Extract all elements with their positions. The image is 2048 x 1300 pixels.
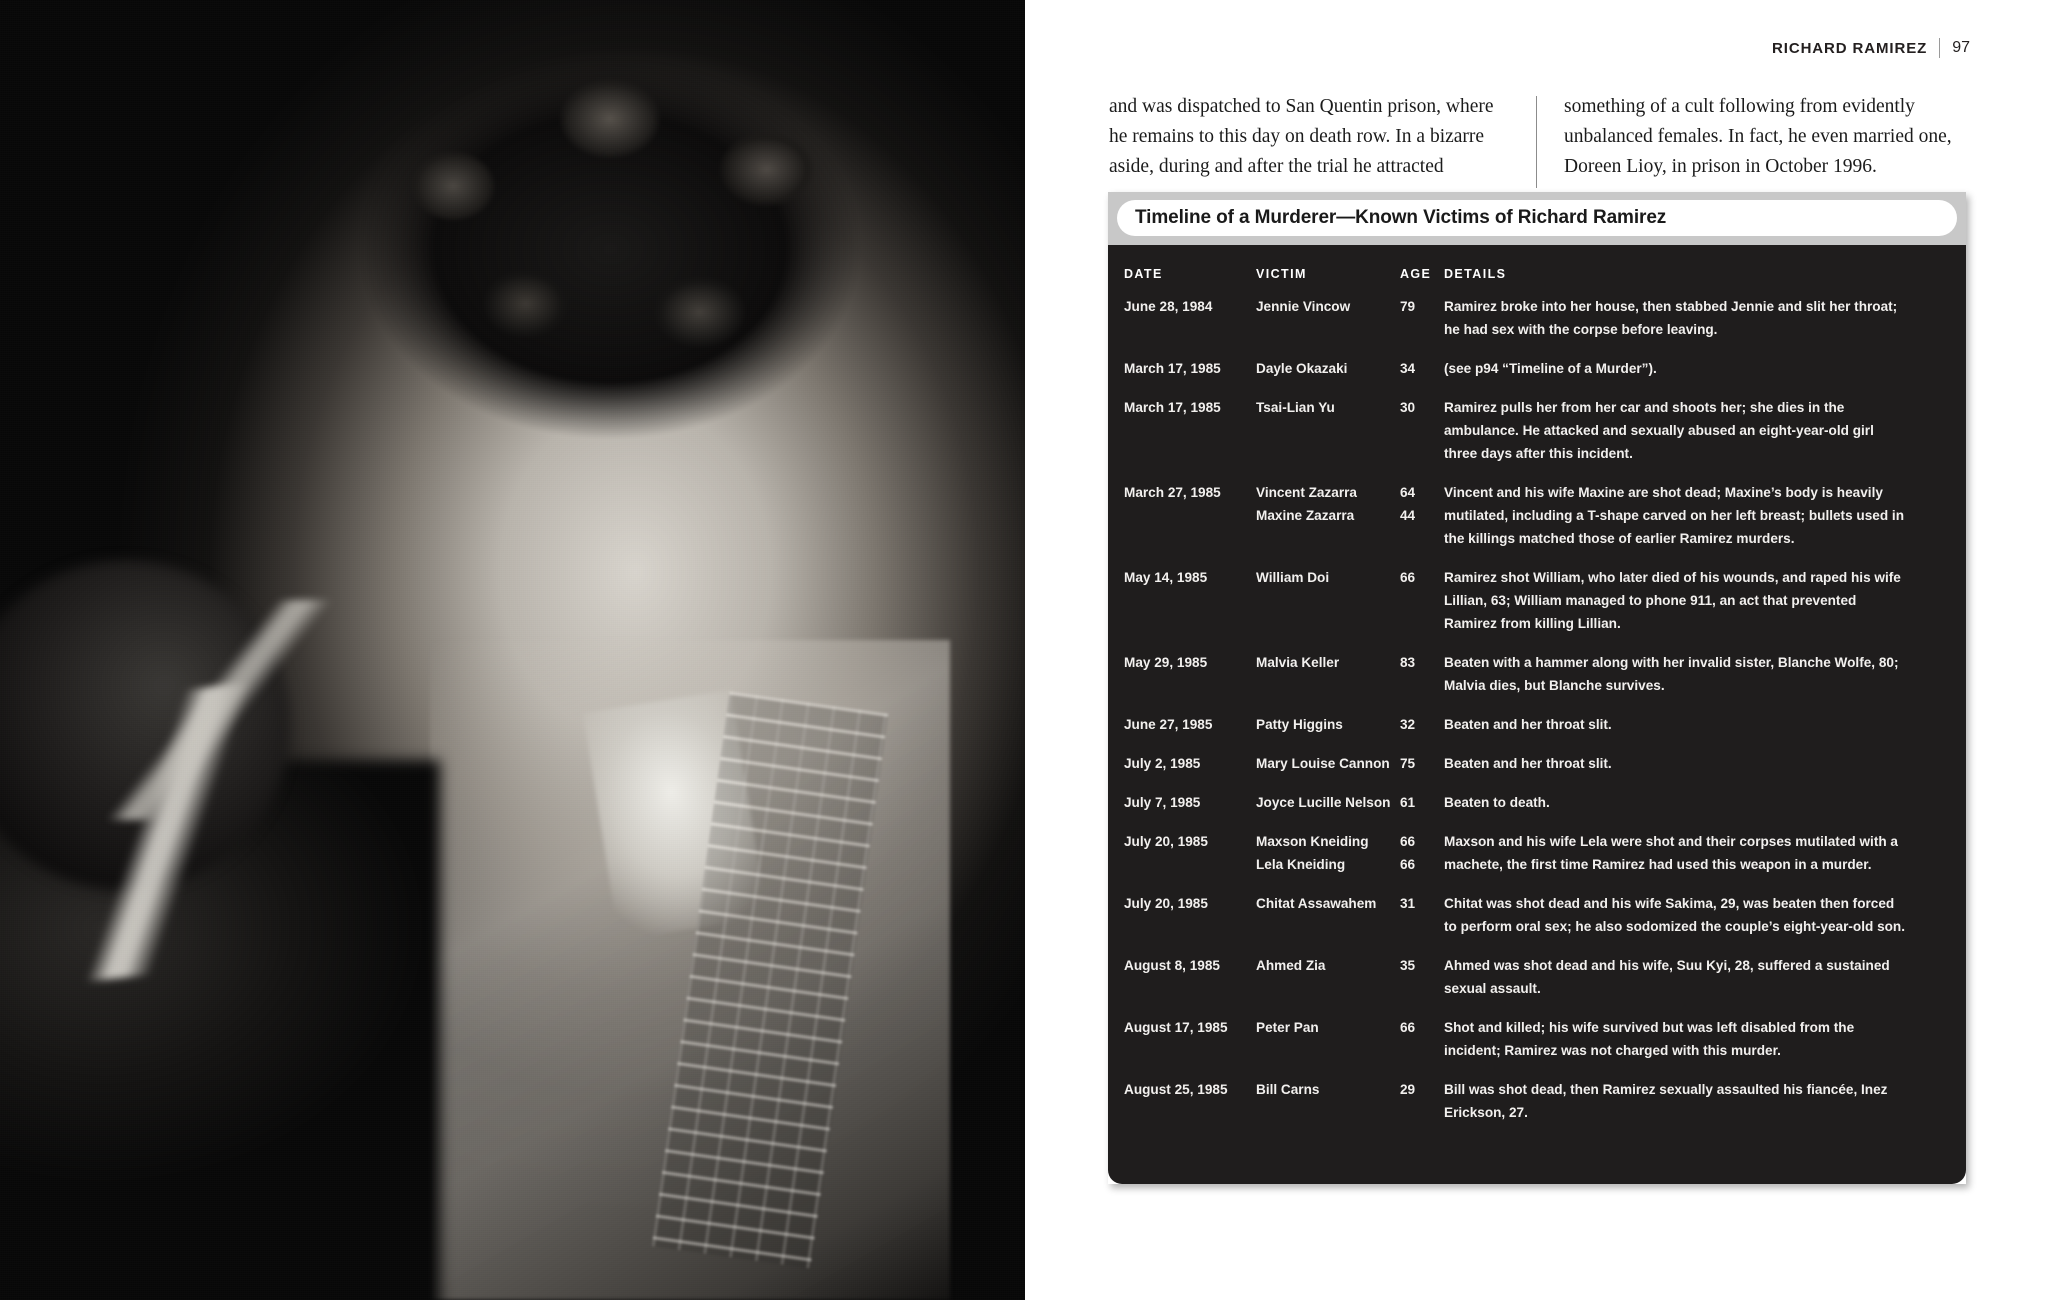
cell-details: Ramirez pulls her from her car and shoots her; she dies in the ambulance. He attacked and sexually abused an eight-year-old girl three days after this incident. [1444,400,1874,461]
column-header-age: AGE [1400,267,1432,281]
victim-name: Peter Pan [1256,1020,1319,1035]
cell-details: Shot and killed; his wife survived but was left disabled from the incident; Ramirez was not charged with this murder. [1444,1020,1855,1058]
victim-name: William Doi [1256,570,1330,585]
cell-date: May 14, 1985 [1124,570,1208,585]
body-column-left [1109,92,1509,188]
victim-age: 64 [1400,485,1416,500]
cell-date: July 7, 1985 [1124,795,1201,810]
victim-name: Mary Louise Cannon [1256,756,1390,771]
timeline-table-body [1108,295,1966,1140]
victim-age: 83 [1400,655,1416,670]
cell-details: Maxson and his wife Lela were shot and their corpses mutilated with a machete, the first time Ramirez had used this weapon in a murder. [1444,834,1898,872]
cell-victim [1256,1078,1400,1140]
cell-details: Beaten with a hammer along with her invalid sister, Blanche Wolfe, 80; Malvia dies, but Blanche survives. [1444,655,1899,693]
victim-name: Chitat Assawahem [1256,896,1377,911]
cell-age [1400,713,1444,752]
cell-victim [1256,1016,1400,1078]
victim-age: 66 [1400,857,1416,872]
table-row [1108,1078,1966,1140]
cell-age [1400,295,1444,357]
running-head-divider [1939,38,1940,58]
victim-age: 66 [1400,570,1416,585]
cell-date: May 29, 1985 [1124,655,1208,670]
column-header-victim: VICTIM [1256,267,1307,281]
cell-victim [1256,481,1400,566]
body-paragraph-left: and was dispatched to San Quentin prison, where he remains to this day on death row. In a bizarre aside, during and after the trial he attracted [1109,96,1494,177]
cell-details: Ramirez shot William, who later died of his wounds, and raped his wife Lillian, 63; William managed to phone 911, an act that prevented Ramirez from killing Lillian. [1444,570,1901,631]
running-head-title: RICHARD RAMIREZ [1772,39,1928,57]
victim-name: Patty Higgins [1256,717,1343,732]
timeline-title: Timeline of a Murderer—Known Victims of Richard Ramirez [1135,207,1667,228]
cell-details: Chitat was shot dead and his wife Sakima, 29, was beaten then forced to perform oral sex; he also sodomized the couple’s eight-year-old son. [1444,896,1906,934]
cell-age [1400,481,1444,566]
cell-details: Ahmed was shot dead and his wife, Suu Kyi, 28, suffered a sustained sexual assault. [1444,958,1890,996]
cell-details: Bill was shot dead, then Ramirez sexually assaulted his fiancée, Inez Erickson, 27. [1444,1082,1888,1120]
cell-date: July 20, 1985 [1124,834,1208,849]
victim-name: Jennie Vincow [1256,299,1351,314]
cell-age [1400,892,1444,954]
cell-victim [1256,791,1400,830]
victim-age: 75 [1400,756,1416,771]
timeline-body [1108,245,1966,1184]
victim-age: 35 [1400,958,1416,973]
cell-date: July 2, 1985 [1124,756,1201,771]
cell-age [1400,396,1444,481]
body-columns [1109,92,1964,188]
cell-victim [1256,295,1400,357]
cell-details: Beaten to death. [1444,795,1550,810]
victim-name: Lela Kneiding [1256,857,1346,872]
cell-victim [1256,566,1400,651]
text-page [1025,0,2048,1300]
cell-victim [1256,396,1400,481]
victim-name: Ahmed Zia [1256,958,1326,973]
victim-age: 29 [1400,1082,1416,1097]
cell-date: March 17, 1985 [1124,361,1221,376]
cell-details: Beaten and her throat slit. [1444,717,1612,732]
victim-age: 61 [1400,795,1416,810]
victim-age: 44 [1400,508,1416,523]
cell-date: March 17, 1985 [1124,400,1221,415]
cell-age [1400,830,1444,892]
timeline-header-row [1108,267,1966,295]
victim-age: 79 [1400,299,1416,314]
photo-hair-region [330,60,890,480]
cell-date: March 27, 1985 [1124,485,1221,500]
cell-victim [1256,752,1400,791]
cell-victim [1256,892,1400,954]
victim-name: Maxson Kneiding [1256,834,1369,849]
timeline-title-band [1108,192,1966,245]
table-row [1108,481,1966,566]
victim-age: 66 [1400,1020,1416,1035]
cell-victim [1256,830,1400,892]
victim-name: Maxine Zazarra [1256,508,1355,523]
column-header-date: DATE [1124,267,1163,281]
body-paragraph-right: something of a cult following from evidently unbalanced females. In fact, he even married one, Doreen Lioy, in prison in October 1996. [1564,96,1952,177]
table-row [1108,566,1966,651]
cell-victim [1256,357,1400,396]
cell-details: (see p94 “Timeline of a Murder”). [1444,361,1657,376]
photo-foreground-collar-secondary [60,600,360,820]
cell-age [1400,752,1444,791]
running-head [1772,38,1970,58]
victim-age: 31 [1400,896,1416,911]
victim-age: 34 [1400,361,1416,376]
cell-details: Beaten and her throat slit. [1444,756,1612,771]
victim-name: Joyce Lucille Nelson [1256,795,1391,810]
table-row [1108,1016,1966,1078]
table-row [1108,396,1966,481]
cell-age [1400,566,1444,651]
victim-age: 66 [1400,834,1416,849]
victim-name: Vincent Zazarra [1256,485,1357,500]
cell-date: August 25, 1985 [1124,1082,1228,1097]
cell-details: Vincent and his wife Maxine are shot dead; Maxine’s body is heavily mutilated, including a T-shape carved on her left breast; bullets used in the killings matched those of earlier Ramirez murders. [1444,485,1905,546]
column-header-details: DETAILS [1444,267,1507,281]
cell-date: August 17, 1985 [1124,1020,1228,1035]
table-row [1108,713,1966,752]
cell-date: June 27, 1985 [1124,717,1213,732]
timeline-table-head [1108,267,1966,295]
cell-age [1400,1078,1444,1140]
cell-age [1400,1016,1444,1078]
cell-date: June 28, 1984 [1124,299,1213,314]
page-number: 97 [1952,39,1970,56]
cell-victim [1256,954,1400,1016]
table-row [1108,752,1966,791]
cell-victim [1256,713,1400,752]
cell-age [1400,954,1444,1016]
column-divider [1509,92,1564,188]
table-row [1108,651,1966,713]
victim-age: 32 [1400,717,1416,732]
victim-name: Tsai-Lian Yu [1256,400,1335,415]
cell-date: August 8, 1985 [1124,958,1220,973]
timeline-panel [1108,192,1966,1184]
table-row [1108,954,1966,1016]
victim-name: Malvia Keller [1256,655,1340,670]
table-row [1108,791,1966,830]
victim-name: Bill Carns [1256,1082,1320,1097]
table-row [1108,892,1966,954]
victim-name: Dayle Okazaki [1256,361,1348,376]
table-row [1108,295,1966,357]
cell-victim [1256,651,1400,713]
table-row [1108,830,1966,892]
cell-details: Ramirez broke into her house, then stabbed Jennie and slit her throat; he had sex with the corpse before leaving. [1444,299,1898,337]
cell-age [1400,651,1444,713]
cell-date: July 20, 1985 [1124,896,1208,911]
table-row [1108,357,1966,396]
timeline-title-pill [1117,200,1957,236]
cell-age [1400,357,1444,396]
victim-age: 30 [1400,400,1416,415]
body-column-right [1564,92,1964,188]
timeline-table [1108,267,1966,1140]
cell-age [1400,791,1444,830]
